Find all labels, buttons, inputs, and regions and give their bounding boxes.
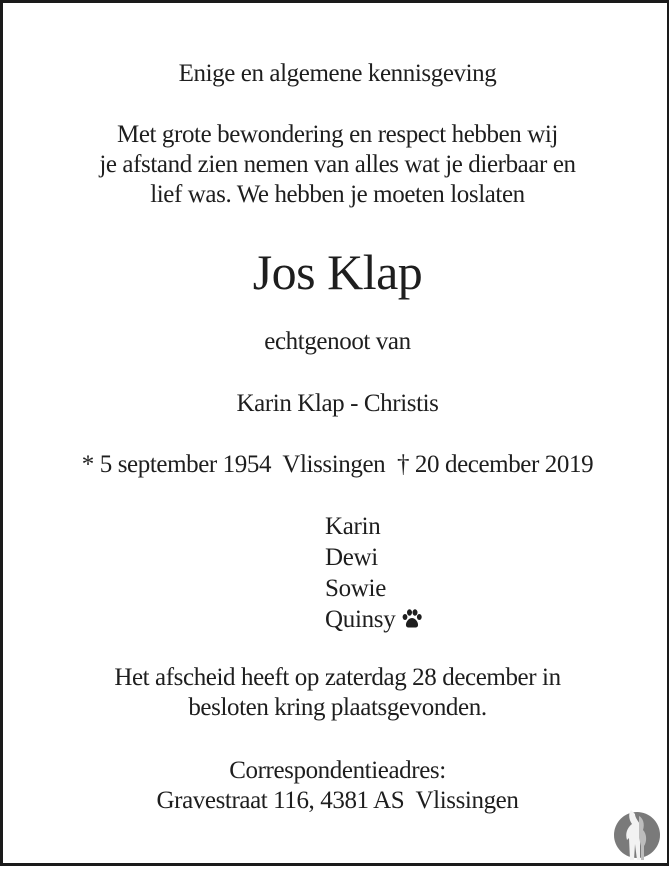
paw-print-icon — [401, 607, 423, 638]
family-member-with-icon — [325, 604, 423, 638]
embracing-figures-logo-icon — [613, 808, 661, 869]
birth-death-dates: * 5 september 1954 Vlissingen † 20 december 2019 — [81, 451, 594, 478]
notice-heading: Enige en algemene kennisgeving — [178, 60, 497, 87]
intro-line-3: lief was. We hebben je moeten loslaten — [150, 181, 525, 208]
farewell-line-1: Het afscheid heeft op zaterdag 28 december in — [114, 664, 561, 691]
intro-line-1: Met grote bewondering en respect hebben wij — [117, 121, 558, 148]
correspondence-address: Gravestraat 116, 4381 AS Vlissingen — [156, 787, 519, 814]
correspondence-label: Correspondentieadres: — [229, 757, 446, 784]
relation-text: echtgenoot van — [264, 328, 411, 355]
spouse-name: Karin Klap - Christis — [236, 390, 439, 417]
family-member: Quinsy — [325, 606, 396, 633]
family-list — [325, 511, 423, 638]
family-member: Sowie — [325, 575, 387, 602]
family-member: Karin — [325, 513, 381, 540]
farewell-line-2: besloten kring plaatsgevonden. — [188, 694, 487, 721]
deceased-name: Jos Klap — [252, 244, 423, 300]
intro-line-2: je afstand zien nemen van alles wat je dierbaar en — [99, 151, 576, 178]
family-member: Dewi — [325, 544, 378, 571]
